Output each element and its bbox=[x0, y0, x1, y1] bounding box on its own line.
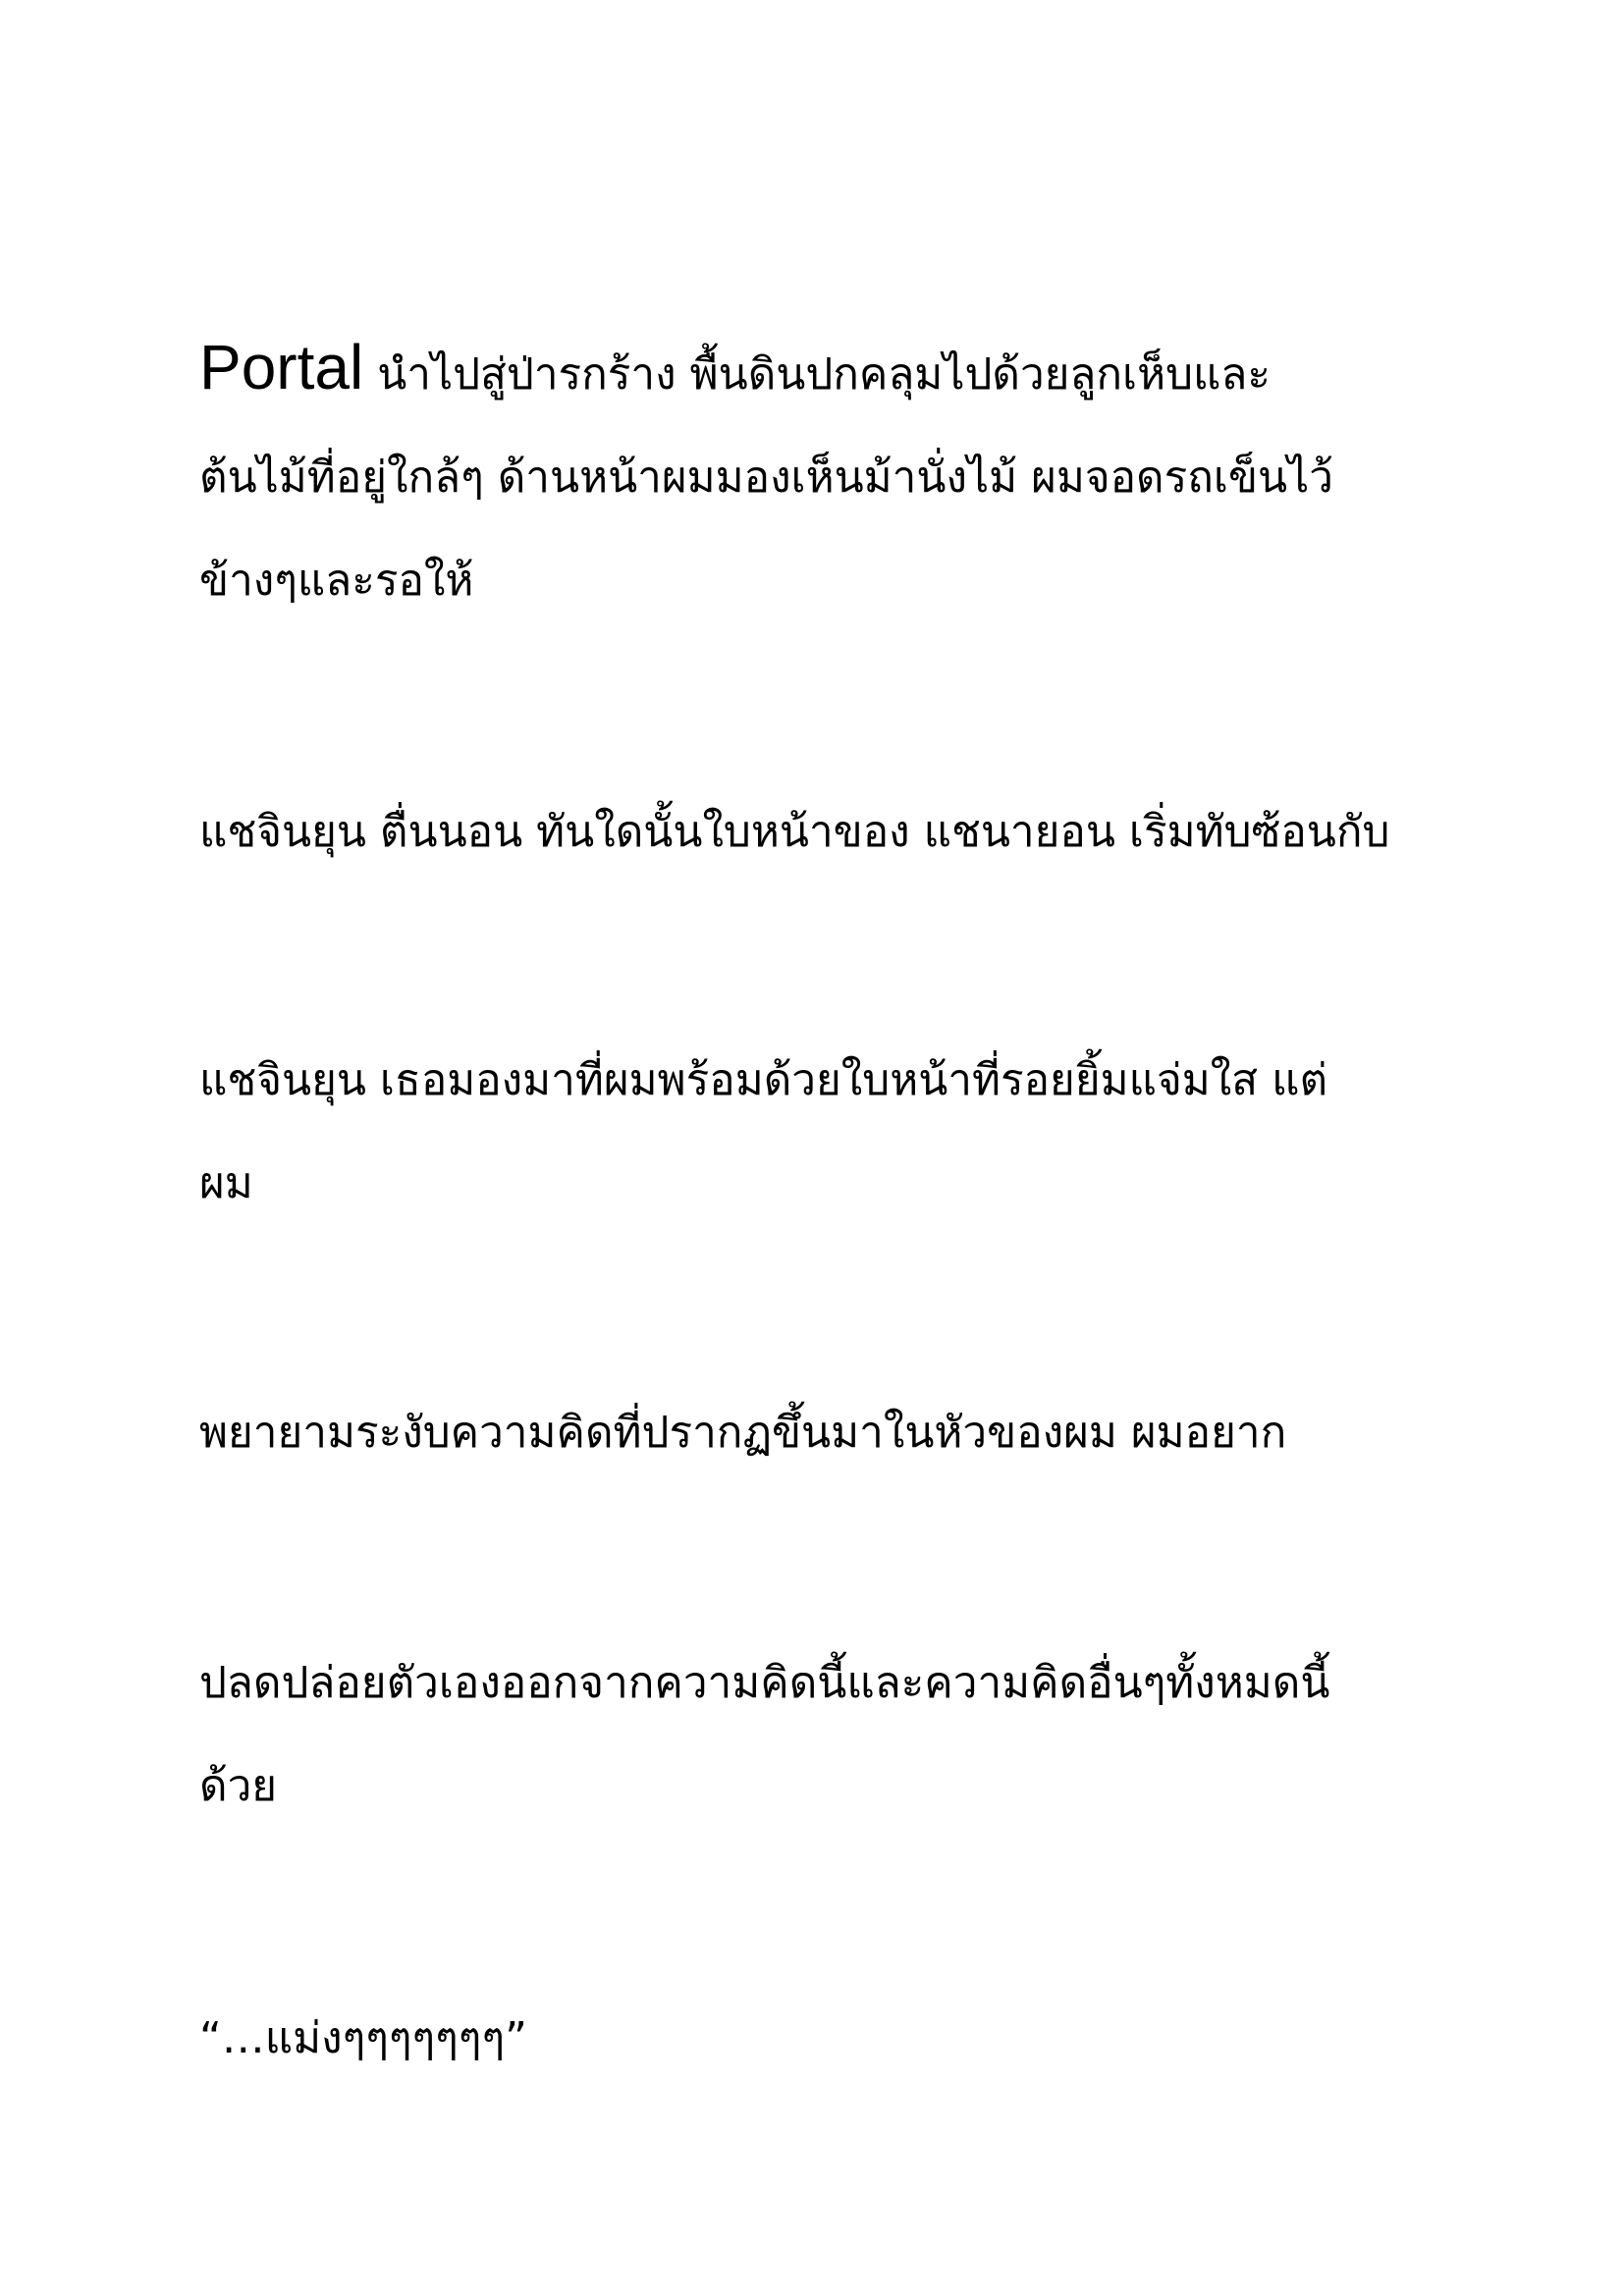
paragraph-4 bbox=[199, 1381, 1476, 1484]
paragraph-4-line-1: พยายามระงับความคิดที่ปรากฏขึ้นมาในหัวของผม ผมอยาก bbox=[199, 1408, 1287, 1458]
paragraph-1-line-1-text: นำไปสู่ป่ารกร้าง พื้นดินปกคลุมไปด้วยลูกเห็บและ bbox=[377, 349, 1271, 400]
paragraph-5-line-1: ปลดปล่อยตัวเองออกจากความคิดนี้และความคิดอื่นๆทั้งหมดนี้ bbox=[199, 1658, 1330, 1708]
portal-lead-word: Portal bbox=[199, 332, 364, 402]
paragraph-6 bbox=[199, 1987, 1476, 2090]
paragraph-2 bbox=[199, 780, 1476, 883]
paragraph-3 bbox=[199, 1029, 1476, 1235]
paragraph-1 bbox=[199, 316, 1476, 632]
paragraph-3-line-1: แชจินยุน เธอมองมาที่ผมพร้อมด้วยใบหน้าที่รอยยิ้มแจ่มใส แต่ bbox=[199, 1055, 1328, 1105]
paragraph-1-line-3: ข้างๆและรอให้ bbox=[199, 556, 474, 606]
paragraph-3-line-2: ผม bbox=[199, 1158, 253, 1208]
paragraph-5 bbox=[199, 1631, 1476, 1838]
paragraph-1-line-1 bbox=[199, 316, 1476, 426]
paragraph-6-line-1: “…แม่งๆๆๆๆๆๆๆ” bbox=[199, 2013, 527, 2063]
paragraph-5-line-2: ด้วย bbox=[199, 1761, 278, 1811]
paragraph-2-line-1: แชจินยุน ตื่นนอน ทันใดนั้นใบหน้าของ แชนายอน เริ่มทับซ้อนกับ bbox=[199, 807, 1390, 857]
paragraph-1-line-2: ต้นไม้ที่อยู่ใกล้ๆ ด้านหน้าผมมองเห็นม้านั่งไม้ ผมจอดรถเข็นไว้ bbox=[199, 453, 1333, 503]
